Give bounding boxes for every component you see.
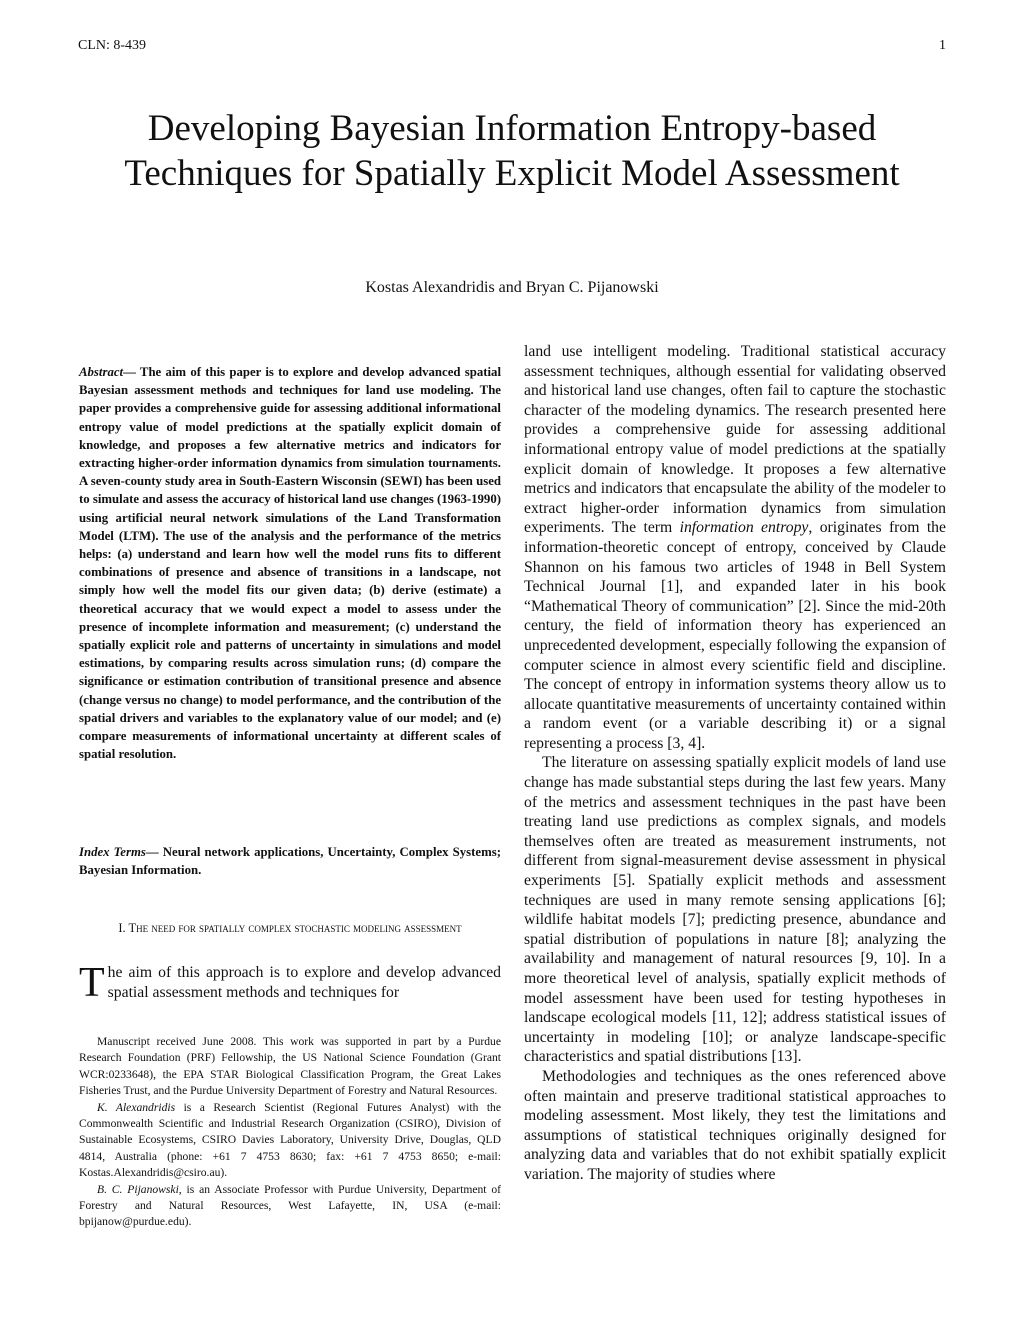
abstract-label: Abstract	[79, 365, 124, 379]
index-terms: Index Terms— Neural network applications, Uncertainty, Complex Systems; Bayesian Information.	[79, 845, 501, 878]
abstract-text: The aim of this paper is to explore and develop advanced spatial Bayesian assessment methods and techniques for land use modeling. The paper provides a comprehensive guide for assessing additional informational entropy value of model predictions at the spatially explicit domain of knowledge, and proposes a few alternative metrics and indicators for extracting higher-order information dynamics from simulation tournaments. A seven-county study area in South-Eastern Wisconsin (SEWI) has been used to simulate and assess the accuracy of historical land use changes (1963-1990) using artificial neural network simulations of the Land Transformation Model (LTM). The use of the analysis and the performance of the metrics helps: (a) understand and learn how well the model runs fits to different combinations of presence and absence of transitions in a landscape, not simply how well the model fits our given data; (b) derive (estimate) a theoretical accuracy that we would expect a model to assess under the presence of incomplete information and measurement; (c) understand the spatially explicit role and patterns of uncertainty in simulations and model estimations, by comparing results across simulation runs; (d) compare the significance or estimation contribution of transitional presence and absence (change versus no change) to model performance, and the contribution of the spatial drivers and variables to the explanatory value of our model; and (e) compare measurements of informational uncertainty at different scales of spatial resolution.	[79, 365, 502, 762]
body-paragraph-2: The literature on assessing spatially explicit models of land use change has made substantial steps during the last few years. Many of the metrics and assessment techniques in the past have been treating land use predictions as complex signals, and models themselves often are treated as measurement instruments, not different from signal-measurement devise assessment in physical experiments [5]. Spatially explicit methods and assessment techniques are used in many remote sensing applications [6]; wildlife habitat models [7]; predicting presence, abundance and spatial distribution of populations in nature [8]; analyzing the availability and management of natural resources [9, 10]. In a more theoretical level of analysis, spatially explicit methods of model assessment have been used for testing hypotheses in landscape ecological models [11, 12]; address statistical issues of uncertainty in modeling [10]; or analyze landscape-specific characteristics and spatial distributions [13].	[524, 754, 946, 1066]
right-column	[524, 342, 946, 1185]
intro-text: he aim of this approach is to explore and develop advanced spatial assessment methods and techniques for	[107, 964, 501, 1001]
body-paragraph-1	[524, 342, 946, 753]
section-title: The need for spatially complex stochastic modeling assessment	[128, 921, 462, 935]
running-header-cln: CLN: 8-439	[78, 38, 147, 53]
term-information-entropy: information entropy	[679, 519, 809, 537]
paper-title: Developing Bayesian Information Entropy-based Techniques for Spatially Explicit Model Assessment	[124, 108, 900, 194]
abstract: Abstract— The aim of this paper is to explore and develop advanced spatial Bayesian assessment methods and techniques for land use modeling. The paper provides a comprehensive guide for assessing additional informational entropy value of model predictions at the spatially explicit domain of knowledge, and proposes a few alternative metrics and indicators for extracting higher-order information dynamics from simulation tournaments. A seven-county study area in South-Eastern Wisconsin (SEWI) has been used to simulate and assess the accuracy of historical land use changes (1963-1990) using artificial neural network simulations of the Land Transformation Model (LTM). The use of the analysis and the performance of the metrics helps: (a) understand and learn how well the model runs fits to different combinations of presence and absence of transitions in a landscape, not simply how well the model fits our given data; (b) derive (estimate) a theoretical accuracy that we would expect a model to assess under the presence of incomplete information and measurement; (c) understand the spatially explicit role and patterns of uncertainty in simulations and model estimations, by comparing results across simulation runs; (d) compare the significance or estimation contribution of transitional presence and absence (change versus no change) to model performance, and the contribution of the spatial drivers and variables to the explanatory value of our model; and (e) compare measurements of informational uncertainty at different scales of spatial resolution.	[79, 365, 502, 762]
body-p1-b: , originates from the information-theoretic concept of entropy, conceived by Claude Shannon on his famous two articles of 1948 in Bell System Technical Journal [1], and expanded later in his book “Mathematical Theory of communication” [2]. Since the mid-20th century, the field of information theory has experienced an unprecedented development, especially following the expansion of computer science in almost every scientific field and discipline. The concept of entropy in information systems theory allow us to allocate quantitative measurements of uncertainty contained within a random event (or a variable describing it) or a signal representing a process [3, 4].	[524, 519, 946, 752]
footnote-author2-text: , is an Associate Professor with Purdue University, Department of Forestry and Natural Resources, West Lafayette, IN, USA (e-mail: bpijanow@purdue.edu).	[79, 1182, 501, 1229]
footnote-author2-name: B. C. Pijanowski	[97, 1182, 179, 1196]
body-paragraph-3: Methodologies and techniques as the ones referenced above often maintain and preserve traditional statistical approaches to modeling assessment. Most likely, they test the limitations and assumptions of statistical techniques originally designed for analyzing data and variables that do not exhibit spatially explicit variation. The majority of studies where	[524, 1067, 946, 1183]
index-terms-label: Index Terms	[79, 845, 146, 859]
footnote-author1-text: is a Research Scientist (Regional Futures Analyst) with the Commonwealth Scientific and Industrial Research Organization (CSIRO), Division of Sustainable Ecosystems, CSIRO Davies Laboratory, University Drive, Douglas, QLD 4814, Australia (phone: +61 7 4753 8630; fax: +61 7 4753 8650; e-mail: Kostas.Alexandridis@csiro.au).	[79, 1100, 501, 1180]
intro-paragraph	[79, 960, 501, 1006]
footnotes	[79, 1034, 501, 1231]
footnote-received: Manuscript received June 2008. This work was supported in part by a Purdue Research Foundation (PRF) Fellowship, the US National Science Foundation (Grant WCR:0233648), the EPA STAR Biological Classification Program, the Great Lakes Fisheries Trust, and the Purdue University Department of Forestry and Natural Resources.	[79, 1035, 501, 1098]
footnote-author1	[79, 1100, 501, 1182]
authors: Kostas Alexandridis and Bryan C. Pijanowski	[365, 279, 659, 296]
body-p1-a: land use intelligent modeling. Traditional statistical accuracy assessment techniques, although essential for validating observed and historical land use changes, often fail to capture the stochastic character of the modeling dynamics. The research presented here provides a comprehensive guide for assessing additional informational entropy value of model predictions at the spatially explicit domain of knowledge. It proposes a few alternative metrics and indicators that encapsulate the ability of the modeler to extract higher-order information dynamics from simulation experiments. The term	[524, 343, 946, 537]
footnote-author2	[79, 1182, 501, 1231]
section-number: I.	[118, 921, 126, 935]
index-terms-text: Neural network applications, Uncertainty, Complex Systems; Bayesian Information.	[79, 845, 501, 878]
drop-cap: T	[79, 960, 105, 1006]
section-heading	[79, 918, 501, 938]
page-number: 1	[939, 38, 946, 53]
footnote-author1-name: K. Alexandridis	[97, 1100, 176, 1114]
